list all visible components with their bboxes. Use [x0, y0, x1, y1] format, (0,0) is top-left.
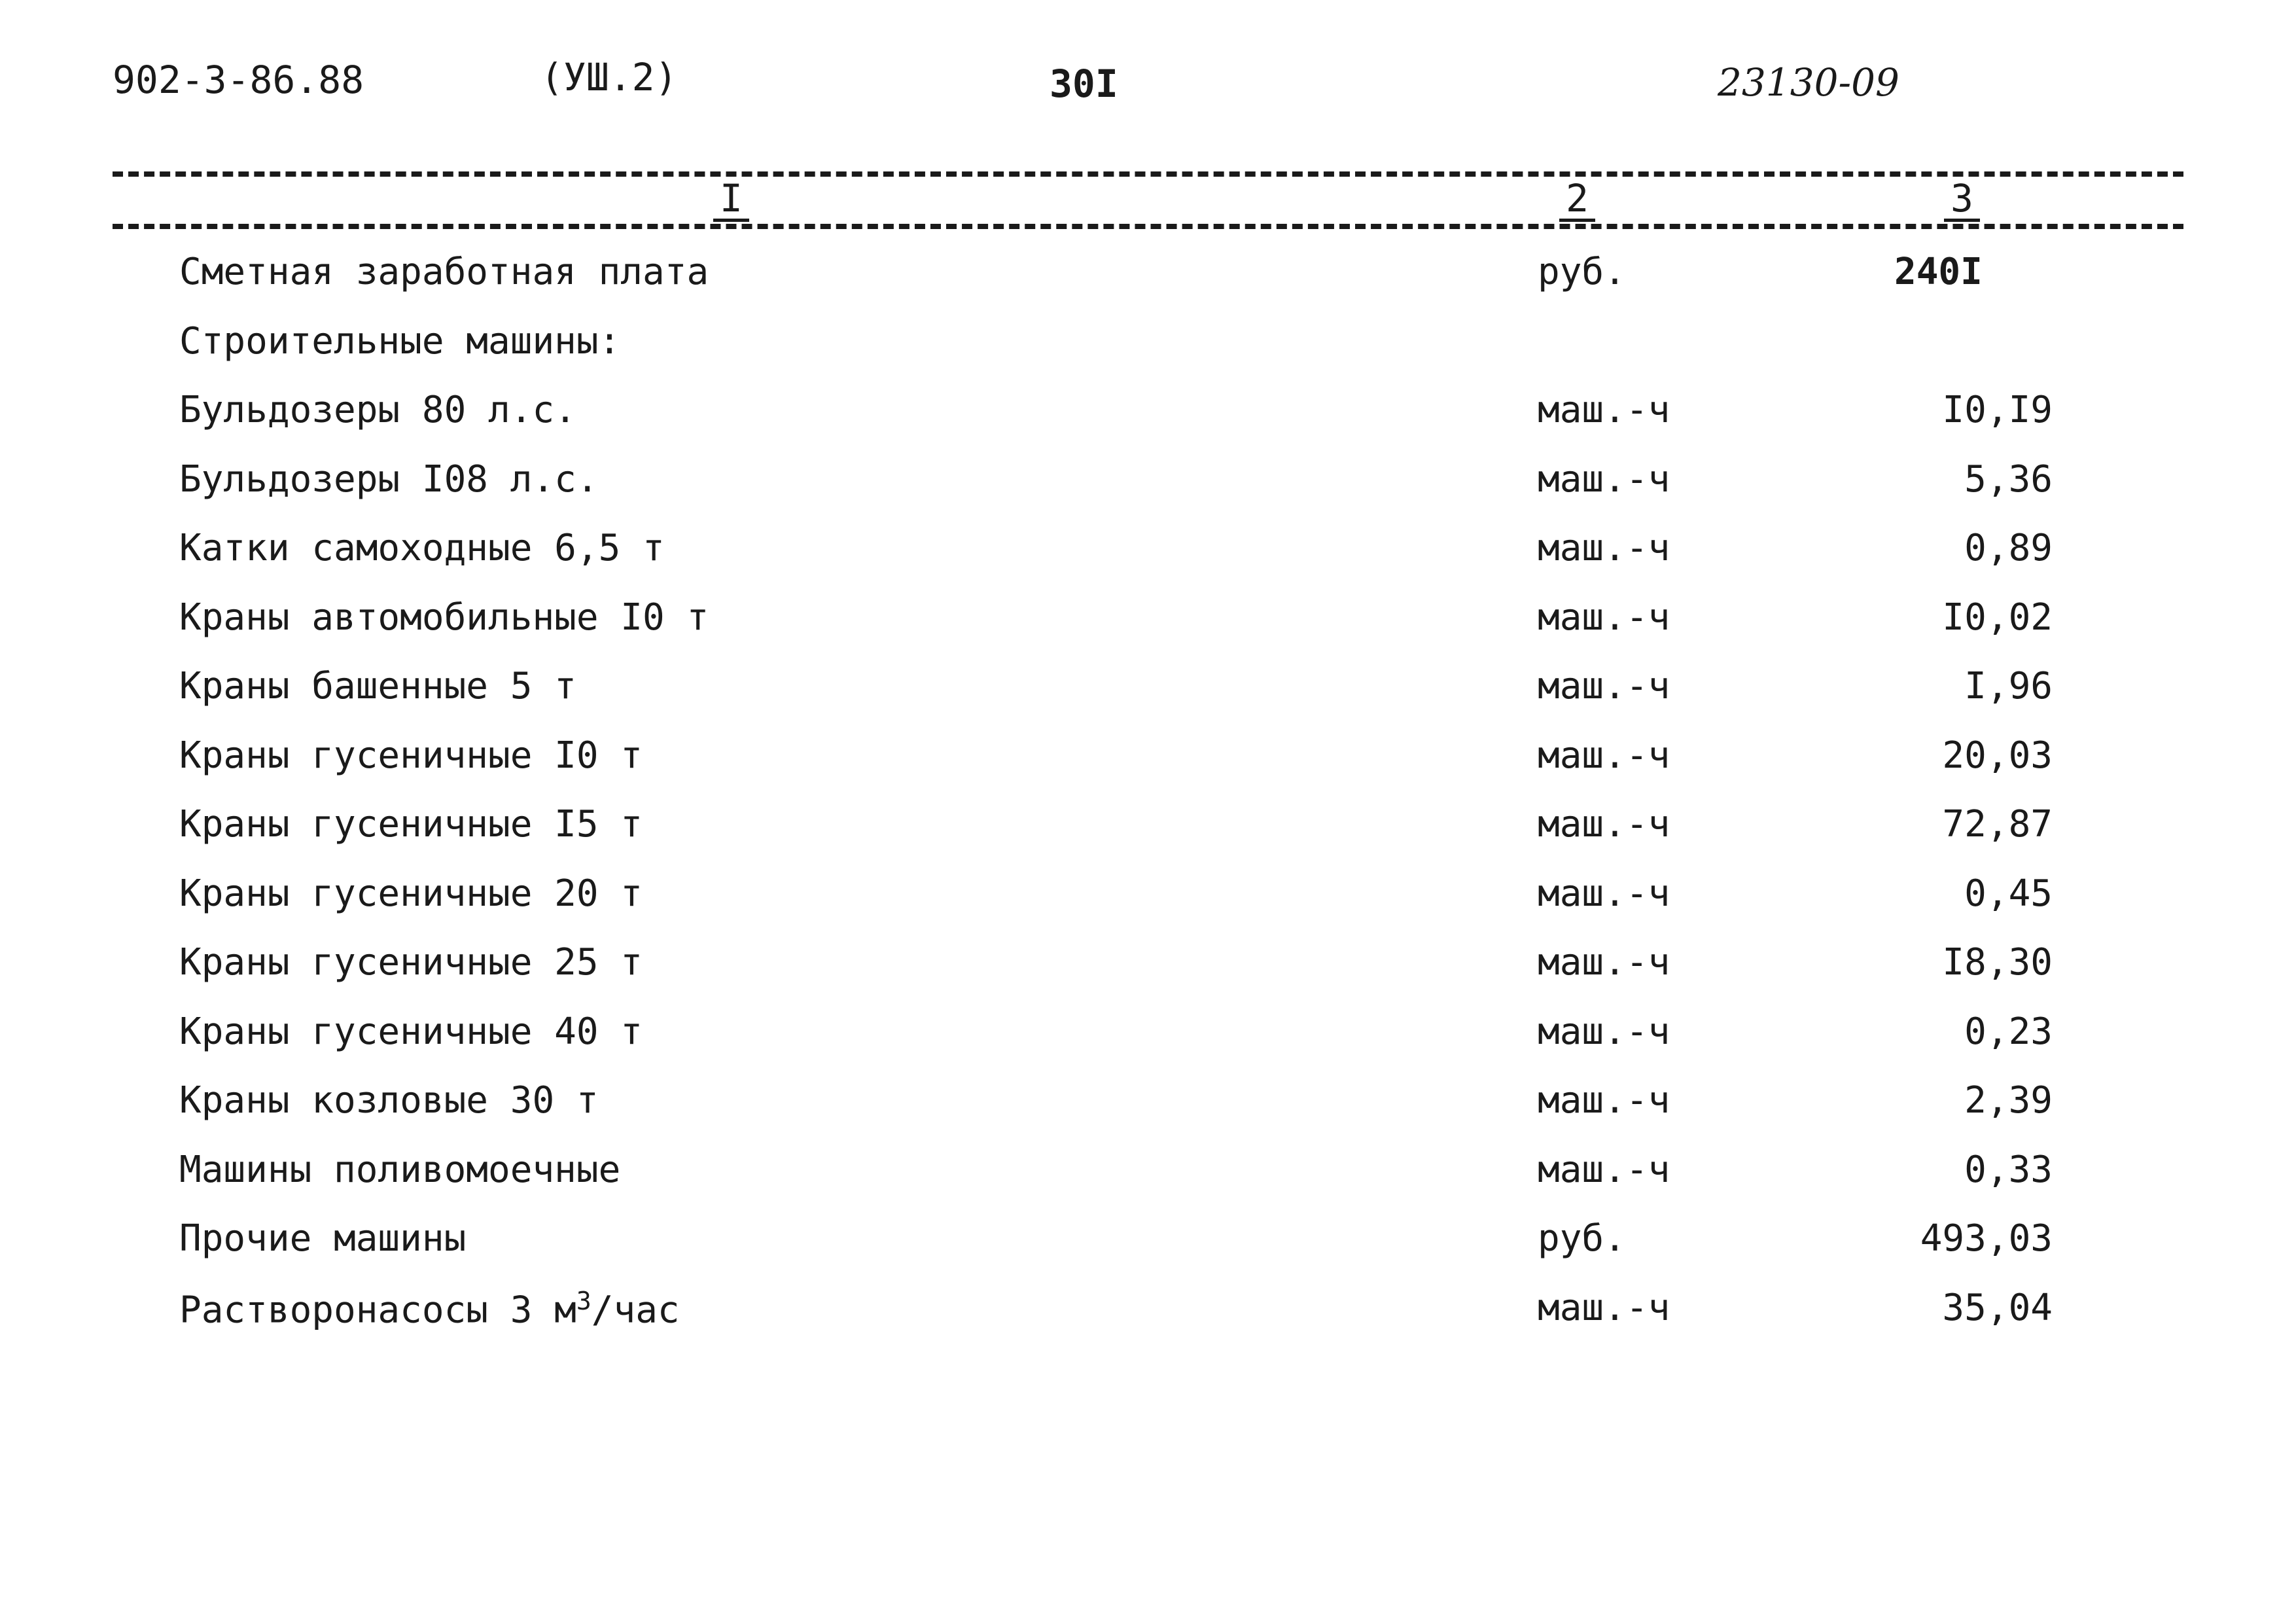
row-unit: руб. — [1538, 251, 1626, 293]
row-value: 0,45 — [1964, 872, 2053, 915]
table-row — [0, 308, 2296, 378]
row-name: Машины поливомоечные — [179, 1148, 621, 1191]
row-name: Краны гусеничные 20 т — [179, 872, 643, 915]
row-name: Краны гусеничные 25 т — [179, 941, 643, 984]
table-header-bottom-rule — [113, 224, 2183, 229]
table-row — [0, 239, 2296, 308]
row-value: 0,23 — [1964, 1010, 2053, 1053]
row-unit: маш.-ч — [1538, 596, 1670, 639]
row-name: Бульдозеры I08 л.с. — [179, 457, 599, 501]
row-value: 493,03 — [1920, 1217, 2053, 1260]
document-code: 902-3-86.88 — [113, 58, 364, 102]
table-row — [0, 377, 2296, 446]
row-name-suffix: /час — [591, 1289, 680, 1332]
column-number-1: I — [713, 178, 749, 222]
row-value: 240I — [1894, 251, 1983, 293]
row-name-superscript: 3 — [576, 1286, 592, 1315]
table-header-top-rule — [113, 171, 2183, 177]
resource-table — [0, 239, 2296, 1344]
row-value: 5,36 — [1964, 457, 2053, 501]
row-name: Бульдозеры 80 л.с. — [179, 389, 576, 431]
row-value: 0,89 — [1964, 527, 2053, 569]
row-unit: маш.-ч — [1538, 1010, 1670, 1053]
table-row — [0, 653, 2296, 722]
column-number-2: 2 — [1559, 178, 1595, 222]
archive-number: 23130-09 — [1718, 60, 1899, 105]
row-value: I0,I9 — [1942, 389, 2053, 431]
table-row — [0, 861, 2296, 930]
section-number: (УШ.2) — [540, 55, 678, 99]
row-value: 72,87 — [1942, 803, 2053, 846]
row-value: I,96 — [1964, 665, 2053, 707]
table-row — [0, 584, 2296, 654]
row-value: I0,02 — [1942, 596, 2053, 639]
row-value: 20,03 — [1942, 734, 2053, 777]
row-name: Катки самоходные 6,5 т — [179, 527, 665, 569]
row-name: Краны гусеничные I0 т — [179, 734, 643, 777]
row-unit: маш.-ч — [1538, 1148, 1670, 1191]
table-row — [0, 1067, 2296, 1137]
table-row — [0, 1205, 2296, 1275]
table-row — [0, 446, 2296, 516]
row-name — [179, 1287, 680, 1332]
row-unit: маш.-ч — [1538, 872, 1670, 915]
row-unit: маш.-ч — [1538, 665, 1670, 707]
row-name: Сметная заработная плата — [179, 251, 709, 293]
row-name: Прочие машины — [179, 1217, 467, 1260]
row-value: 35,04 — [1942, 1286, 2053, 1329]
table-row — [0, 515, 2296, 584]
row-value: 2,39 — [1964, 1079, 2053, 1122]
table-row — [0, 1275, 2296, 1344]
page-number: 30I — [1050, 62, 1118, 106]
column-number-3: 3 — [1944, 178, 1980, 222]
row-name-text: Растворонасосы 3 м — [179, 1289, 576, 1332]
table-row — [0, 929, 2296, 999]
table-row — [0, 999, 2296, 1068]
table-row — [0, 1137, 2296, 1206]
row-name: Краны козловые 30 т — [179, 1079, 599, 1122]
row-name: Краны автомобильные I0 т — [179, 596, 709, 639]
row-value: I8,30 — [1942, 941, 2053, 984]
row-name: Краны гусеничные I5 т — [179, 803, 643, 846]
row-name: Краны башенные 5 т — [179, 665, 576, 707]
row-unit: маш.-ч — [1538, 1286, 1670, 1329]
row-unit: маш.-ч — [1538, 389, 1670, 431]
table-row — [0, 791, 2296, 861]
row-unit: маш.-ч — [1538, 734, 1670, 777]
row-unit: маш.-ч — [1538, 527, 1670, 569]
row-name: Краны гусеничные 40 т — [179, 1010, 643, 1053]
table-row — [0, 722, 2296, 792]
row-unit: маш.-ч — [1538, 1079, 1670, 1122]
row-unit: маш.-ч — [1538, 941, 1670, 984]
row-unit: руб. — [1538, 1217, 1626, 1260]
row-name: Строительные машины: — [179, 319, 621, 363]
row-value: 0,33 — [1964, 1148, 2053, 1191]
row-unit: маш.-ч — [1538, 457, 1670, 501]
row-unit: маш.-ч — [1538, 803, 1670, 846]
